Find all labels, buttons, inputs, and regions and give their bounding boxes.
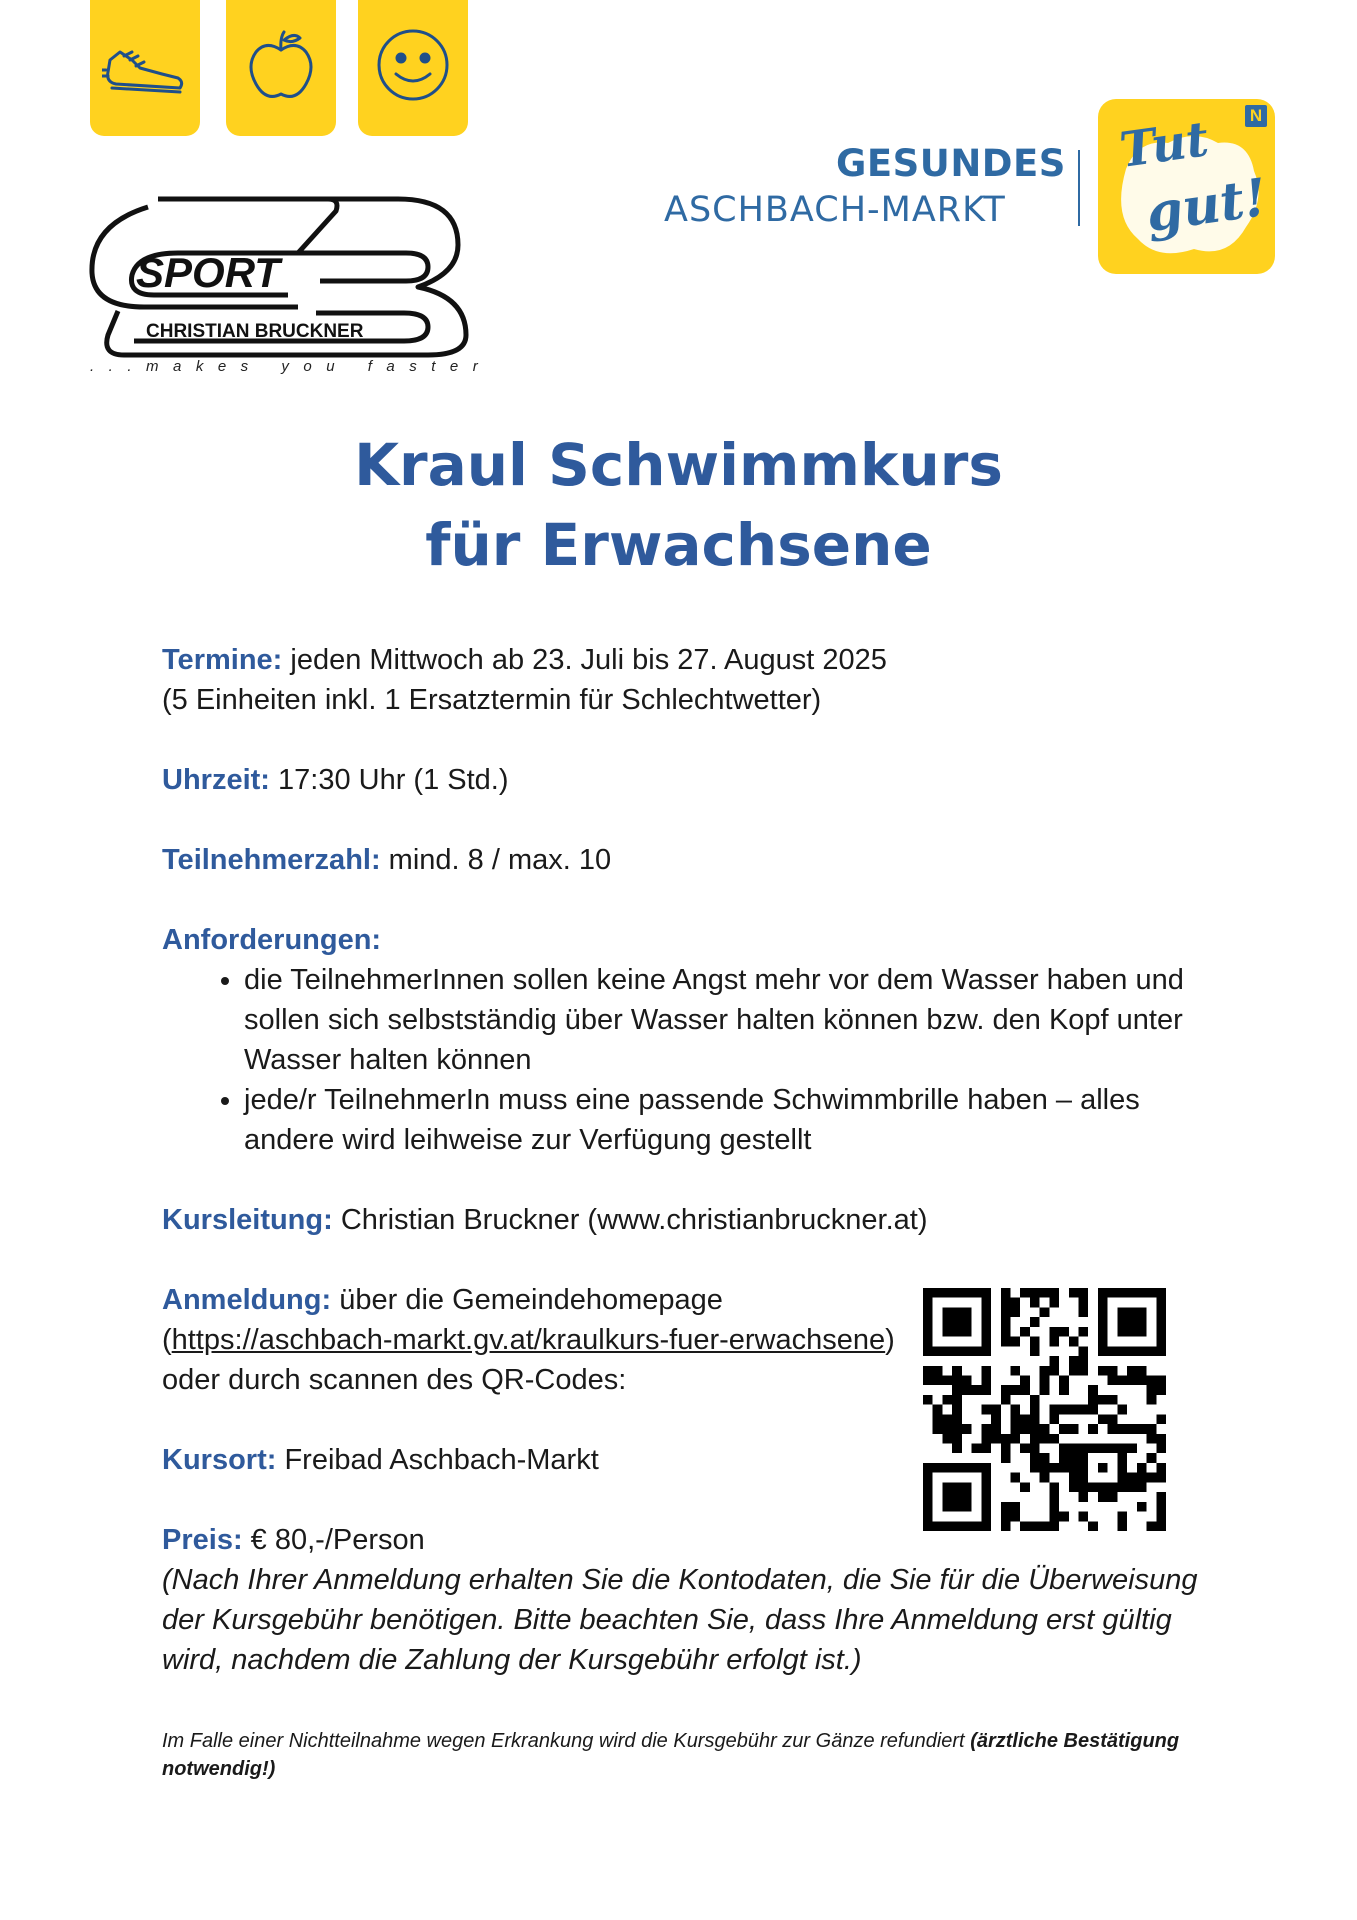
kursleitung-value: Christian Bruckner (www.christianbruckner.at)	[332, 1204, 928, 1236]
teilnehmerzahl-value: mind. 8 / max. 10	[380, 844, 612, 876]
uhrzeit-value: 17:30 Uhr (1 Std.)	[269, 764, 509, 796]
smiley-face-icon	[370, 22, 456, 108]
kursort-value: Freibad Aschbach-Markt	[276, 1444, 599, 1476]
sport-name: CHRISTIAN BRUCKNER	[146, 321, 364, 342]
footnote-text: Im Falle einer Nichtteilnahme wegen Erkrankung wird die Kursgebühr zur Gänze refundiert	[162, 1730, 971, 1752]
tile-apple	[226, 0, 336, 136]
logo-divider	[1078, 150, 1080, 226]
anmeldung-text-2: ) oder durch scannen des QR-Codes:	[162, 1324, 895, 1396]
preis-section	[162, 1520, 1212, 1680]
anforderungen-list	[162, 960, 1212, 1160]
kursort-label: Kursort:	[162, 1444, 277, 1476]
page-title-line2: für Erwachsene	[425, 511, 932, 579]
termine-label: Termine:	[162, 644, 283, 676]
termine-note: (5 Einheiten inkl. 1 Ersatztermin für Schlechtwetter)	[162, 684, 822, 716]
tile-smiley	[358, 0, 468, 136]
noe-badge: N	[1245, 105, 1267, 127]
list-item: • jede/r TeilnehmerIn muss eine passende Schwimmbrille haben – alles andere wird leihweise zur Verfügung gestellt	[244, 1080, 1212, 1160]
running-shoe-icon	[102, 22, 188, 108]
sport-logo-graphic	[88, 195, 493, 380]
tile-shoe	[90, 0, 200, 136]
anmeldung-link[interactable]: https://aschbach-markt.gv.at/kraulkurs-fuer-erwachsene	[171, 1324, 886, 1356]
sport-wordmark: SPORT	[136, 249, 280, 296]
termine-section	[162, 640, 1212, 720]
qr-code[interactable]	[923, 1288, 1166, 1531]
anforderungen-section	[162, 920, 1212, 1160]
refund-footnote	[162, 1727, 1182, 1783]
uhrzeit-label: Uhrzeit:	[162, 764, 270, 796]
list-item: • die TeilnehmerInnen sollen keine Angst mehr vor dem Wasser haben und sollen sich selbstständig über Wasser halten können bzw. den Kopf unter Wasser halten können	[244, 960, 1212, 1080]
tut-gut-badge	[1098, 99, 1275, 274]
footnote-bold: (ärztliche Bestätigung notwendig!)	[162, 1730, 1180, 1780]
sport-tagline: ...makes you faster	[90, 358, 493, 375]
tut-word: Tut	[1116, 111, 1212, 179]
anmeldung-paren: (	[162, 1324, 172, 1356]
termine-value: jeden Mittwoch ab 23. Juli bis 27. August 2025	[282, 644, 887, 676]
uhrzeit-section	[162, 760, 1212, 800]
apple-icon	[238, 22, 324, 108]
sport-bruckner-logo	[88, 195, 493, 380]
anmeldung-label: Anmeldung:	[162, 1284, 332, 1316]
teilnehmerzahl-section	[162, 840, 1212, 880]
gut-word: gut!	[1142, 166, 1271, 245]
preis-label: Preis:	[162, 1524, 243, 1556]
anforderungen-label: Anforderungen:	[162, 924, 382, 956]
kursleitung-section	[162, 1200, 1212, 1240]
kursleitung-label: Kursleitung:	[162, 1204, 333, 1236]
page-title-line1: Kraul Schwimmkurs	[354, 431, 1003, 499]
teilnehmerzahl-label: Teilnehmerzahl:	[162, 844, 381, 876]
aschbach-markt-heading: ASCHBACH-MARKT	[664, 190, 1006, 230]
gesundes-heading: GESUNDES	[836, 142, 1066, 185]
preis-note: (Nach Ihrer Anmeldung erhalten Sie die Kontodaten, die Sie für die Überweisung der Kursgebühr benötigen. Bitte beachten Sie, dass Ihre Anmeldung erst gültig wird, nachdem die Zahlung der Kursgebühr erfolgt ist.)	[162, 1564, 1198, 1676]
anmeldung-text: über die Gemeindehomepage	[331, 1284, 723, 1316]
anmeldung-section	[162, 1280, 902, 1400]
preis-value: € 80,-/Person	[242, 1524, 425, 1556]
